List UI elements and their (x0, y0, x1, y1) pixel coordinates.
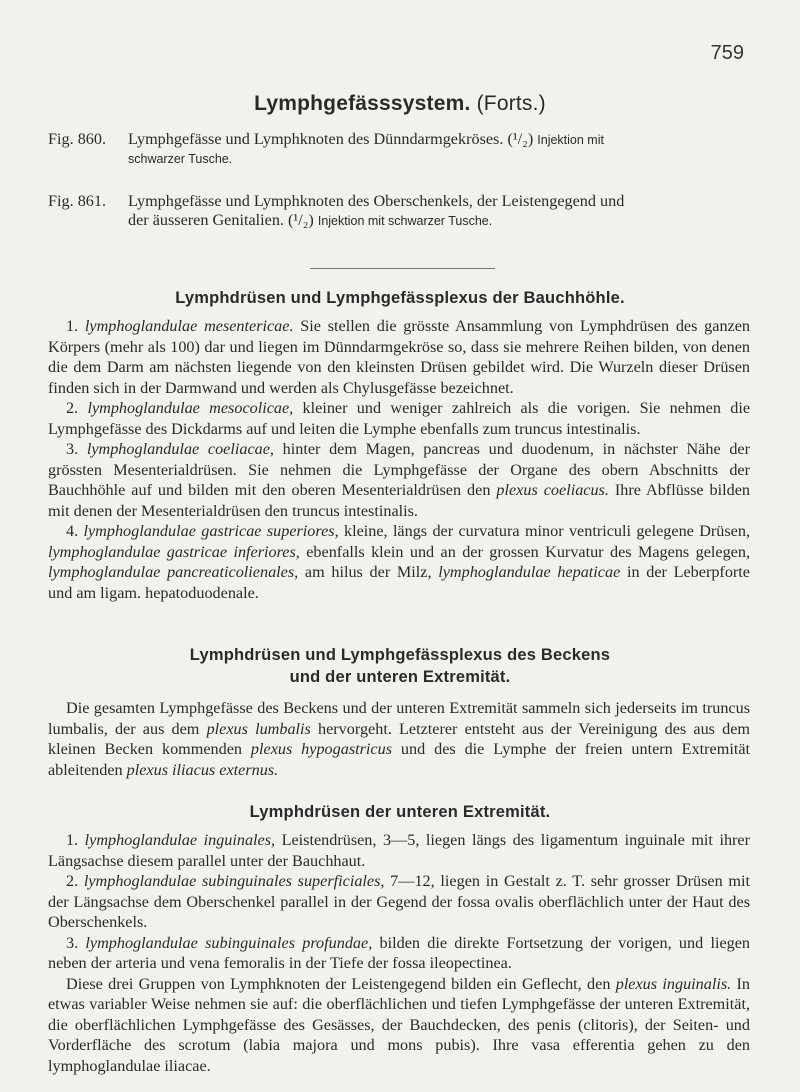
section-body-bauchhoehle (48, 316, 750, 603)
figure-caption-860 (48, 130, 750, 169)
fig-caption-text-cont: der äusseren Genitalien. (¹/₂) (128, 211, 314, 229)
paragraph-text: am hilus der Milz, (298, 563, 439, 581)
paragraph-text: Die gesamten Lymphgefässe des Beckens und der unteren Extremität sammeln sich jederseits im truncus lumbalis, der aus dem (48, 699, 750, 738)
title-text: Lymphgefässsystem. (254, 92, 471, 115)
paragraph (48, 871, 750, 933)
paragraph-text: Leistendrüsen, 3—5, liegen längs des ligamentum inguinale mit ihrer Längsachse diesem parallel unter der Bauchhaut. (48, 831, 751, 870)
page-title (0, 92, 800, 116)
term-latin: lymphoglandulae inguinales, (84, 831, 276, 849)
fig-technique: Injektion mit (537, 133, 604, 147)
paragraph (48, 521, 750, 603)
paragraph (48, 974, 750, 1077)
paragraph-text: Ihre Abflüsse bilden mit denen der Mesenterialdrüsen den truncus intestinalis. (48, 481, 751, 520)
item-number: 2. (66, 872, 79, 890)
term-latin: plexus hypogastricus (250, 740, 393, 758)
paragraph-text: ebenfalls klein und an der grossen Kurvatur des Magens gelegen, (299, 542, 750, 561)
section-title-line: und der unteren Extremität. (289, 668, 511, 686)
term-latin: plexus coeliacus. (496, 481, 609, 499)
paragraph-text: kleine, längs der curvatura minor ventriculi gelegene Drüsen, (338, 522, 751, 540)
paragraph-text: bilden die direkte Fortsetzung der vorigen, und liegen neben der arteria und vena femoralis in der Tiefe der fossa ileopectinea. (48, 933, 750, 972)
term-latin: plexus inguinalis. (615, 974, 732, 993)
paragraph-text: In etwas variabler Weise nehmen sie auf: die oberflächlichen und tiefen Lymphgefässe der unteren Extremität, die oberflächlichen Lymphgefässe des Gesässes, der Bauchdecken, des penis (clitoris), der Seiten- und Vorderfläche des scrotum (labia majora und mons pubis). Ihre vasa efferentia gehen zu den lymphoglandulae iliacae. (48, 974, 750, 1075)
term-latin: lymphoglandulae gastricae inferiores, (48, 542, 300, 561)
section-title-line: Lymphdrüsen und Lymphgefässplexus des Beckens (189, 646, 611, 664)
paragraph (48, 933, 750, 974)
term-latin: lymphoglandulae gastricae superiores, (83, 522, 339, 540)
paragraph-text: 7—12, liegen in Gestalt z. T. sehr grosser Drüsen mit der Längsachse dem Oberschenkel parallel in der Gegend der fossa ovalis oberflächlich unter der Haut des Oberschenkels. (48, 872, 750, 931)
paragraph-text: Sie stellen die grösste Ansammlung von Lymphdrüsen des ganzen Körpers (mehr als 100) dar und liegen im Dünndarmgekröse so, dass sie mehrere Reihen bilden, von denen die dem Darm am nächsten liegende von den kleinsten Drüsen gebildet wird. Die Wurzeln dieser Drüsen finden sich in der Darmwand und werden als Chylusgefässe bezeichnet. (48, 317, 750, 397)
fig-label: Fig. 861. (48, 192, 107, 210)
title-forts: (Forts.) (476, 92, 546, 115)
section-title-bauchhoehle: Lymphdrüsen und Lymphgefässplexus der Bauchhöhle. (175, 289, 625, 307)
paragraph-text: kleiner und weniger zahlreich als die vorigen. Sie nehmen die Lymphgefässe des Dickdarms auf und leiten die Lymphe ebenfalls zum truncus intestinalis. (48, 399, 750, 438)
section-body-becken (48, 698, 750, 780)
term-latin: lymphoglandulae subinguinales profundae, (85, 933, 373, 952)
divider-rule (310, 268, 495, 269)
term-latin: lymphoglandulae mesocolicae, (87, 399, 294, 417)
figure-caption-861 (48, 192, 750, 231)
fig-caption-text: Lymphgefässe und Lymphknoten des Dünndarmgekröses. (¹/₂) (128, 130, 534, 148)
item-number: 3. (66, 440, 79, 458)
fig-technique-cont: schwarzer Tusche. (128, 152, 233, 166)
page-number: 759 (710, 42, 744, 64)
paragraph-text: hervorgeht. Letzterer entsteht aus der Vereinigung des aus dem kleinen Becken kommenden (48, 719, 750, 758)
term-latin: plexus iliacus externus. (126, 760, 279, 779)
item-number: 1. (66, 831, 79, 849)
term-latin: plexus lumbalis (206, 719, 311, 738)
paragraph-text: Diese drei Gruppen von Lymphknoten der Leistengegend bilden ein Geflecht, den (66, 974, 616, 993)
term-latin: lymphoglandulae mesentericae. (84, 317, 294, 335)
paragraph (48, 830, 750, 871)
term-latin: lymphoglandulae subinguinales superficiales, (83, 872, 385, 890)
item-number: 4. (66, 522, 79, 540)
item-number: 1. (66, 317, 79, 335)
fig-caption-text: Lymphgefässe und Lymphknoten des Oberschenkels, der Leistengegend und (128, 192, 625, 210)
section-title-becken (0, 644, 800, 688)
paragraph (48, 439, 750, 521)
paragraph-text: und des die Lymphe der freien untern Extremität ableitenden (48, 740, 750, 779)
paragraph-text: in der Leberpforte und am ligam. hepatoduodenale. (48, 563, 750, 602)
paragraph (48, 398, 750, 439)
item-number: 3. (66, 933, 79, 952)
term-latin: lymphoglandulae hepaticae (438, 563, 621, 581)
section-body-extremitaet (48, 830, 750, 1076)
fig-technique: Injektion mit schwarzer Tusche. (317, 214, 493, 228)
term-latin: lymphoglandulae pancreaticolienales, (48, 563, 299, 581)
term-latin: lymphoglandulae coeliacae, (86, 440, 274, 458)
section-title-extremitaet: Lymphdrüsen der unteren Extremität. (249, 803, 551, 821)
paragraph (48, 316, 750, 398)
fig-label: Fig. 860. (48, 130, 107, 148)
item-number: 2. (66, 399, 79, 417)
paragraph-text: hinter dem Magen, pancreas und duodenum, in nächster Nähe der grössten Mesenterialdrüsen. Sie nehmen die Lymphgefässe der Organe des obern Abschnitts der Bauchhöhle auf und bilden mit den oberen Mesenterialdrüsen den (48, 440, 750, 499)
paragraph (48, 698, 750, 780)
